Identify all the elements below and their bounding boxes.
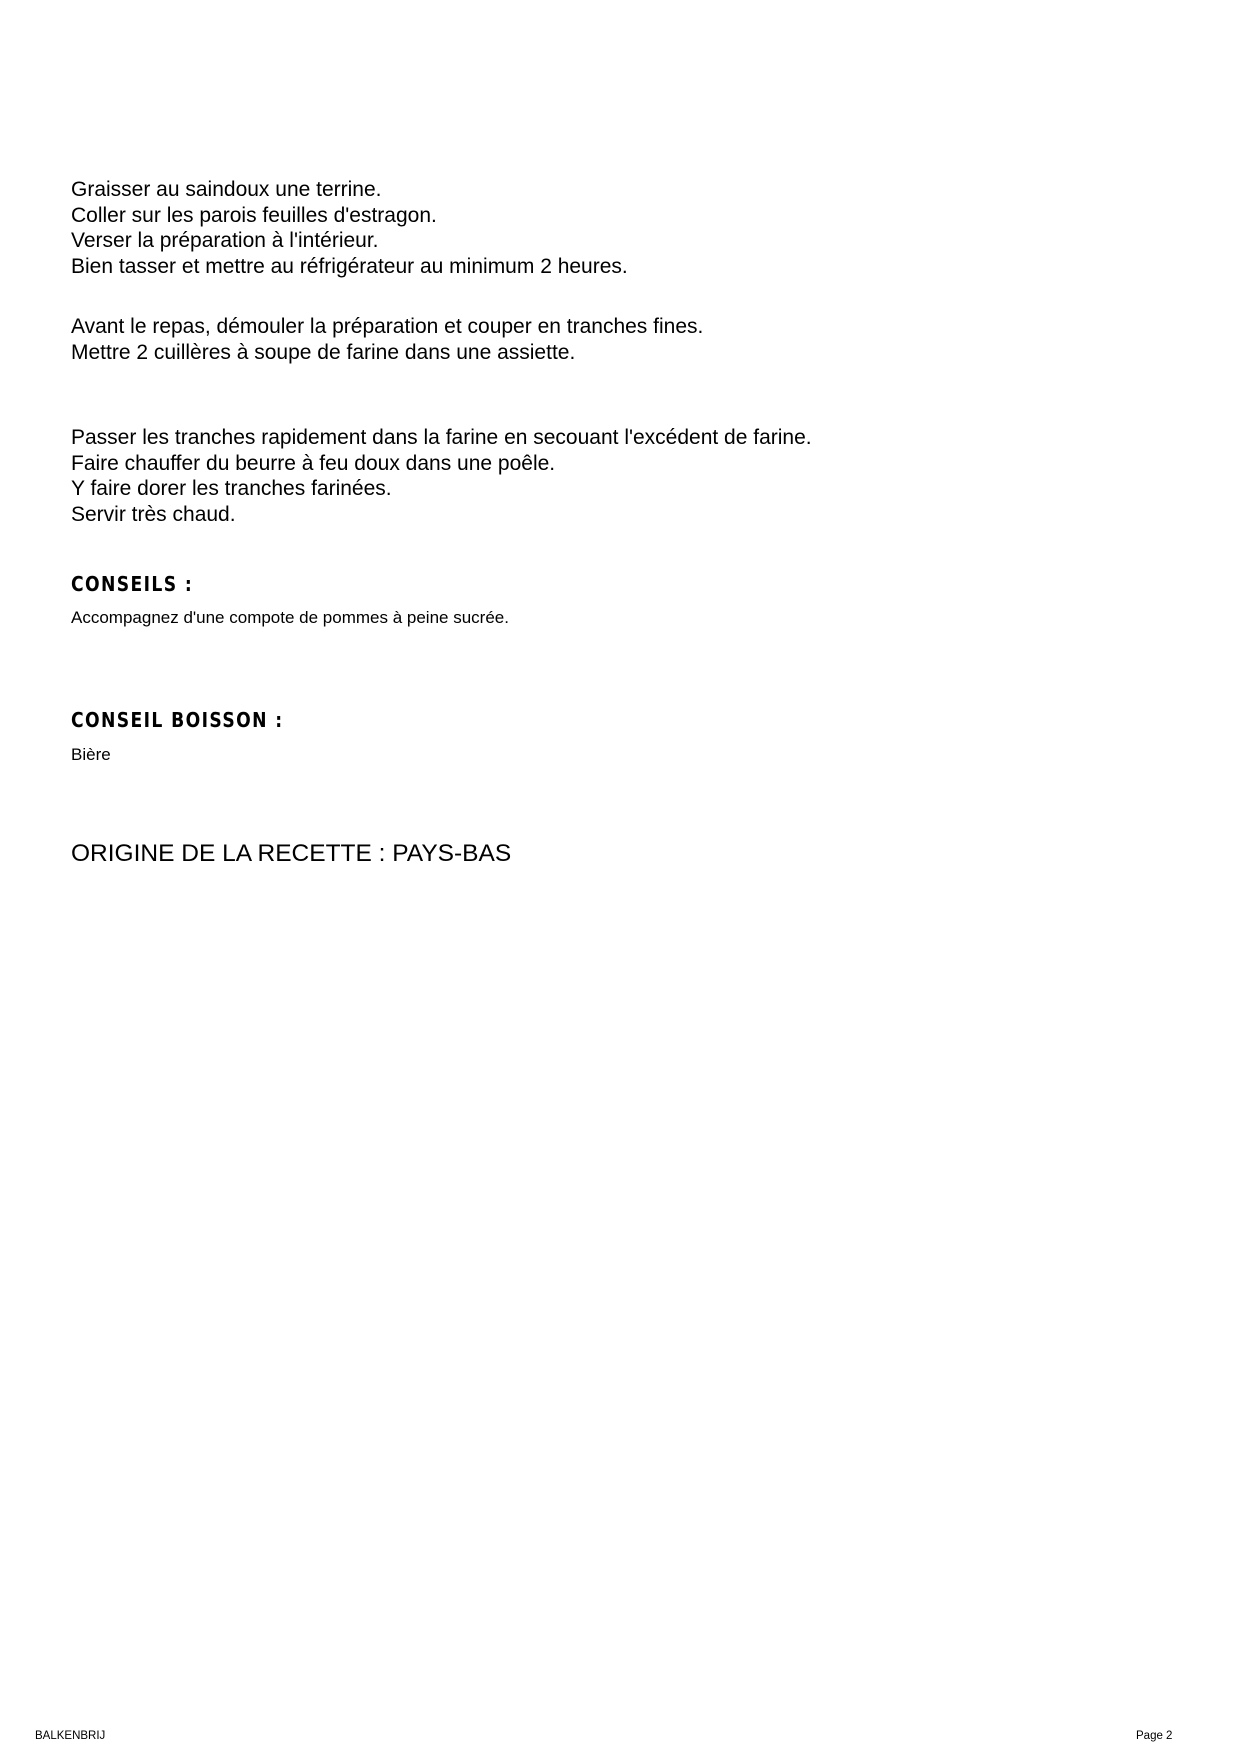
instruction-line: Faire chauffer du beurre à feu doux dans une poêle. (71, 451, 556, 475)
recipe-origin: ORIGINE DE LA RECETTE : PAYS-BAS (71, 840, 512, 867)
instruction-line: Coller sur les parois feuilles d'estragon. (71, 203, 437, 227)
conseil-boisson-text: Bière (71, 745, 111, 764)
instructions-group-2 (71, 314, 703, 365)
instruction-line: Verser la préparation à l'intérieur. (71, 229, 379, 252)
instruction-line: Avant le repas, démouler la préparation et couper en tranches fines. (71, 315, 704, 338)
conseil-boisson-heading: CONSEIL BOISSON : (71, 708, 284, 732)
instruction-line: Graisser au saindoux une terrine. (71, 178, 382, 201)
instruction-line: Y faire dorer les tranches farinées. (71, 477, 392, 500)
footer-recipe-name: BALKENBRIJ (35, 1730, 106, 1742)
conseils-heading: CONSEILS : (71, 572, 194, 596)
instruction-line: Mettre 2 cuillères à soupe de farine dans une assiette. (71, 340, 576, 364)
instruction-line: Passer les tranches rapidement dans la farine en secouant l'excédent de farine. (71, 426, 812, 449)
instructions-group-1 (71, 177, 628, 279)
instruction-line: Servir très chaud. (71, 502, 236, 526)
instruction-line: Bien tasser et mettre au réfrigérateur au minimum 2 heures. (71, 254, 628, 278)
conseils-text: Accompagnez d'une compote de pommes à peine sucrée. (71, 608, 509, 627)
instructions-group-3 (71, 425, 812, 527)
footer-page-number: Page 2 (1136, 1730, 1173, 1742)
